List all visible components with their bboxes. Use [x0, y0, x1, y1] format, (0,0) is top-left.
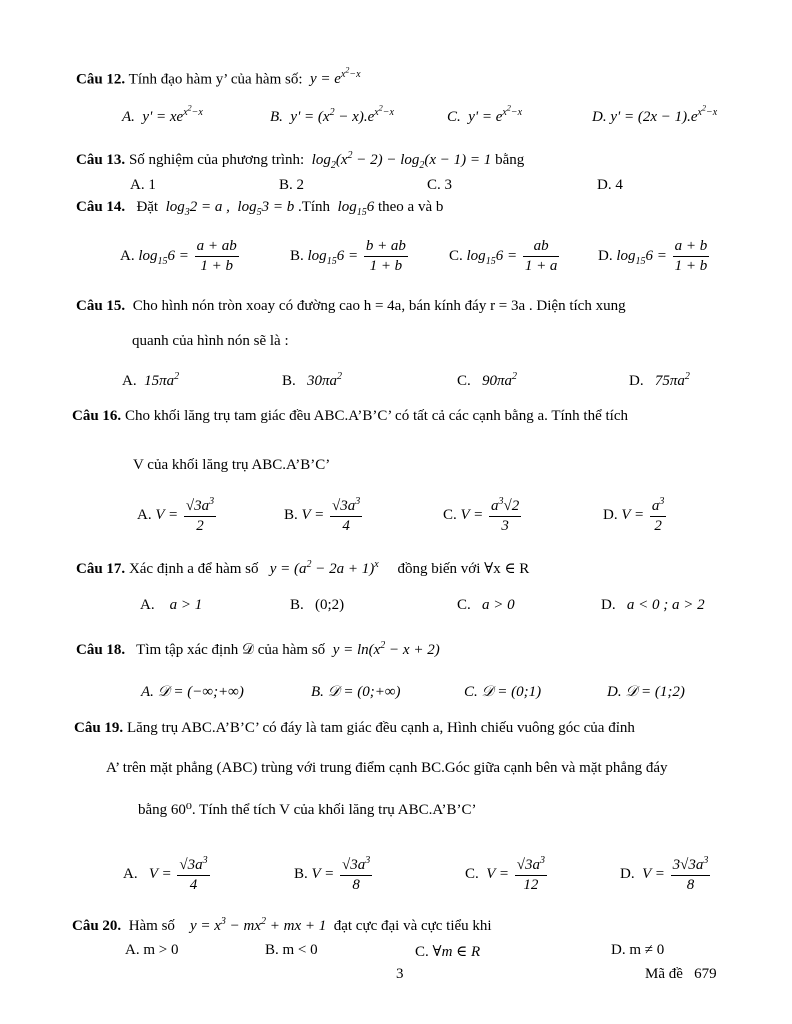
- question-expr: $\log_32 = a$ , $\log_53 = b$: [161, 199, 295, 218]
- question-expr: $y = e^{x^2-x}$: [306, 66, 361, 88]
- question-text: Tính đạo hàm y’ của hàm số:: [128, 71, 303, 88]
- question-19-line2: A’ trên mặt phẳng (ABC) trùng với trung điểm cạnh BC.Góc giữa cạnh bên và mặt phẳng đáy: [106, 760, 668, 776]
- option-12-b[interactable]: [270, 104, 394, 126]
- question-text-line1: Lăng trụ ABC.A’B’C’ có đáy là tam giác đều cạnh a, Hình chiếu vuông góc của đỉnh: [126, 720, 635, 736]
- option-18-c[interactable]: C. 𝒟 = (0;1): [464, 684, 542, 700]
- question-text: Tìm tập xác định 𝒟 của hàm số: [136, 642, 326, 658]
- option-16-b[interactable]: B. V = $\frac{√3a^3}{4}$: [284, 496, 361, 534]
- question-label: Câu 15.: [76, 298, 126, 314]
- question-label: Câu 12.: [76, 71, 126, 88]
- question-text: Số nghiệm của phương trình:: [128, 152, 305, 168]
- question-19: [74, 720, 635, 737]
- question-16: [72, 408, 628, 425]
- option-text: D. $y' = (2x - 1).e^{x^2-x}$: [592, 104, 718, 126]
- option-15-a[interactable]: A. $15\pi a^2$: [122, 371, 180, 389]
- option-12-a[interactable]: [122, 104, 203, 126]
- question-20: [72, 916, 492, 935]
- question-18: [76, 640, 440, 659]
- option-14-d[interactable]: D. $\log_{15}6$ = $\frac{a + b}{1 + b}$: [598, 238, 708, 274]
- option-18-a[interactable]: A. 𝒟 = (−∞;+∞): [141, 684, 244, 700]
- option-12-c[interactable]: [447, 104, 522, 126]
- option-15-d[interactable]: D. $75\pi a^2$: [629, 371, 690, 389]
- question-label: Câu 13.: [76, 152, 126, 168]
- question-expr: $\log_2(x^2 - 2) - \log_2(x - 1) = 1$: [307, 150, 492, 171]
- option-19-c[interactable]: C. V = $\frac{√3a^3}{12}$: [465, 855, 546, 893]
- question-text-line1: Cho khối lăng trụ tam giác đều ABC.A’B’C’ có tất cả các cạnh bằng a. Tính thể tích: [124, 408, 628, 424]
- question-text-line1: Cho hình nón tròn xoay có đường cao h = 4a, bán kính đáy r = 3a . Diện tích xung: [132, 298, 626, 314]
- question-expr: $y = (a^2 - 2a + 1)^x$: [262, 559, 379, 577]
- option-20-b[interactable]: B. m < 0: [265, 942, 318, 958]
- question-15: [76, 298, 626, 315]
- question-text-after: theo a và b: [377, 199, 444, 215]
- option-17-b[interactable]: B. (0;2): [290, 597, 345, 613]
- option-17-a[interactable]: A. a > 1: [140, 597, 203, 613]
- option-17-d[interactable]: D. a < 0 ; a > 2: [601, 597, 705, 613]
- question-expr: $y = x^3 - mx^2$ + mx + 1: [178, 916, 327, 934]
- question-expr-2: $\log_{15}6$: [333, 199, 375, 218]
- option-18-d[interactable]: D. 𝒟 = (1;2): [607, 684, 685, 700]
- option-13-c[interactable]: C. 3: [427, 177, 453, 193]
- question-text: Xác định a để hàm số: [128, 561, 259, 577]
- question-12: [76, 66, 361, 88]
- option-15-c[interactable]: C. $90\pi a^2$: [457, 371, 518, 389]
- question-text: Hàm số: [128, 918, 175, 934]
- option-text: A. $y' = xe^{x^2-x}$: [122, 104, 203, 126]
- option-12-d[interactable]: [592, 104, 717, 126]
- question-label: Câu 19.: [74, 720, 124, 736]
- option-13-b[interactable]: B. 2: [279, 177, 305, 193]
- option-17-c[interactable]: C. a > 0: [457, 597, 515, 613]
- question-text-after: đồng biến với ∀x ∈ R: [397, 561, 530, 577]
- question-16-line2: V của khối lăng trụ ABC.A’B’C’: [133, 457, 331, 473]
- question-label: Câu 14.: [76, 199, 126, 215]
- question-15-line2: quanh của hình nón sẽ là :: [132, 333, 289, 349]
- option-20-a[interactable]: A. m > 0: [125, 942, 179, 958]
- option-18-b[interactable]: B. 𝒟 = (0;+∞): [311, 684, 401, 700]
- question-text-after: bằng: [495, 152, 525, 168]
- option-text: C. $y' = e^{x^2-x}$: [447, 104, 523, 126]
- option-14-b[interactable]: B. $\log_{15}6$ = $\frac{b + ab}{1 + b}$: [290, 238, 406, 274]
- question-label: Câu 18.: [76, 642, 126, 658]
- option-13-d[interactable]: D. 4: [597, 177, 623, 193]
- option-16-c[interactable]: C. V = $\frac{a^3√2}{3}$: [443, 496, 520, 534]
- option-19-b[interactable]: B. V = $\frac{√3a^3}{8}$: [294, 855, 371, 893]
- question-13: [76, 150, 524, 171]
- option-13-a[interactable]: A. 1: [130, 177, 156, 193]
- option-20-c[interactable]: C. ∀m ∈ R: [415, 944, 481, 960]
- question-label: Câu 20.: [72, 918, 122, 934]
- option-19-a[interactable]: A. V = $\frac{√3a^3}{4}$: [123, 855, 208, 893]
- page-number: 3: [396, 966, 404, 982]
- option-20-d[interactable]: D. m ≠ 0: [611, 942, 665, 958]
- option-text: B. $y' = (x^2 - x).e^{x^2-x}$: [270, 104, 394, 126]
- option-15-b[interactable]: B. $30\pi a^2$: [282, 371, 343, 389]
- question-text: Đặt: [136, 199, 159, 215]
- question-expr: $y = \ln(x^2 - x + 2)$: [328, 640, 440, 658]
- question-17: [76, 559, 529, 578]
- exam-code: Mã đề 679: [645, 966, 717, 982]
- question-label: Câu 16.: [72, 408, 122, 424]
- option-14-c[interactable]: C. $\log_{15}6$ = $\frac{ab}{1 + a}$: [449, 238, 558, 274]
- option-19-d[interactable]: D. V = $\frac{3√3a^3}{8}$: [620, 855, 709, 893]
- option-16-d[interactable]: D. V = $\frac{a^3}{2}$: [603, 496, 665, 534]
- question-14: [76, 199, 443, 218]
- question-text-after: đạt cực đại và cực tiểu khi: [333, 918, 492, 934]
- question-19-line3: bằng 60⁰. Tính thể tích V của khối lăng trụ ABC.A’B’C’: [138, 802, 477, 818]
- option-14-a[interactable]: A. $\log_{15}6$ = $\frac{a + ab}{1 + b}$: [120, 238, 237, 274]
- question-text-mid: .Tính: [297, 199, 331, 215]
- option-16-a[interactable]: A. V = $\frac{√3a^3}{2}$: [137, 496, 215, 534]
- question-label: Câu 17.: [76, 561, 126, 577]
